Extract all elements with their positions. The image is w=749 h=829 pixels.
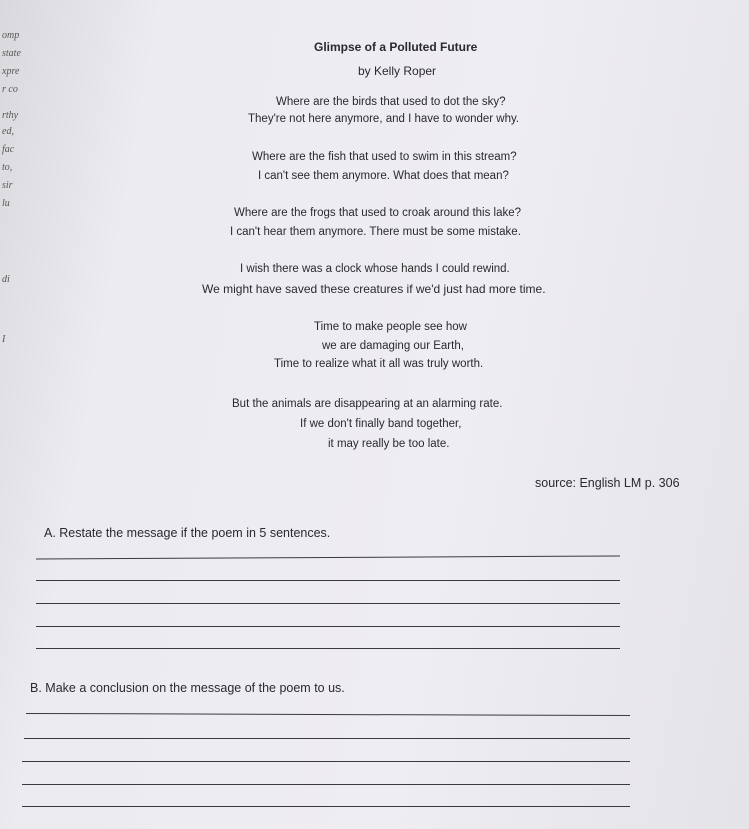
question-b: B. Make a conclusion on the message of the poem to us. [30, 681, 345, 695]
margin-fragment: to, [2, 162, 13, 173]
source-citation: source: English LM p. 306 [535, 476, 680, 490]
answer-line-b[interactable] [22, 806, 630, 807]
answer-line-a[interactable] [36, 603, 620, 604]
poem-line: If we don't finally band together, [300, 418, 462, 430]
margin-fragment: rthy [2, 110, 19, 121]
poem-line: Time to make people see how [314, 321, 467, 333]
poem-line: it may really be too late. [328, 438, 450, 450]
answer-line-a[interactable] [36, 555, 620, 559]
margin-fragment: di [2, 274, 10, 285]
poem-line: But the animals are disappearing at an alarming rate. [232, 398, 503, 410]
answer-line-a[interactable] [36, 648, 620, 649]
poem-line: Where are the birds that used to dot the sky? [276, 96, 506, 108]
poem-line: I can't hear them anymore. There must be some mistake. [230, 226, 521, 238]
answer-line-b[interactable] [22, 761, 630, 762]
margin-fragment: sir [2, 180, 13, 191]
margin-fragment: fac [2, 144, 15, 155]
poem-line: Where are the fish that used to swim in this stream? [252, 151, 517, 163]
margin-fragment: lu [2, 198, 10, 209]
answer-line-b[interactable] [22, 784, 630, 785]
margin-fragment: I [2, 334, 6, 345]
margin-fragment: r co [2, 84, 18, 95]
margin-fragment: xpre [2, 66, 20, 77]
answer-line-b[interactable] [24, 738, 630, 739]
answer-line-b[interactable] [26, 713, 630, 716]
answer-line-a[interactable] [36, 626, 620, 627]
adjacent-page-fragment [0, 0, 40, 345]
poem-line: I wish there was a clock whose hands I could rewind. [240, 263, 510, 275]
question-a: A. Restate the message if the poem in 5 sentences. [44, 526, 331, 540]
poem-line: I can't see them anymore. What does that mean? [258, 170, 509, 182]
poem-line: Where are the frogs that used to croak around this lake? [234, 207, 522, 219]
margin-fragment: omp [2, 30, 20, 41]
poem-line: They're not here anymore, and I have to wonder why. [248, 113, 520, 125]
answer-line-a[interactable] [36, 580, 620, 581]
poem-line: We might have saved these creatures if we'd just had more time. [202, 282, 546, 296]
poem-line: Time to realize what it all was truly worth. [274, 358, 484, 370]
poem-title: Glimpse of a Polluted Future [314, 40, 478, 54]
poem-line: we are damaging our Earth, [322, 340, 464, 352]
margin-fragment: ed, [2, 126, 14, 137]
margin-fragment: state [2, 48, 21, 59]
poem-author: by Kelly Roper [358, 64, 437, 78]
